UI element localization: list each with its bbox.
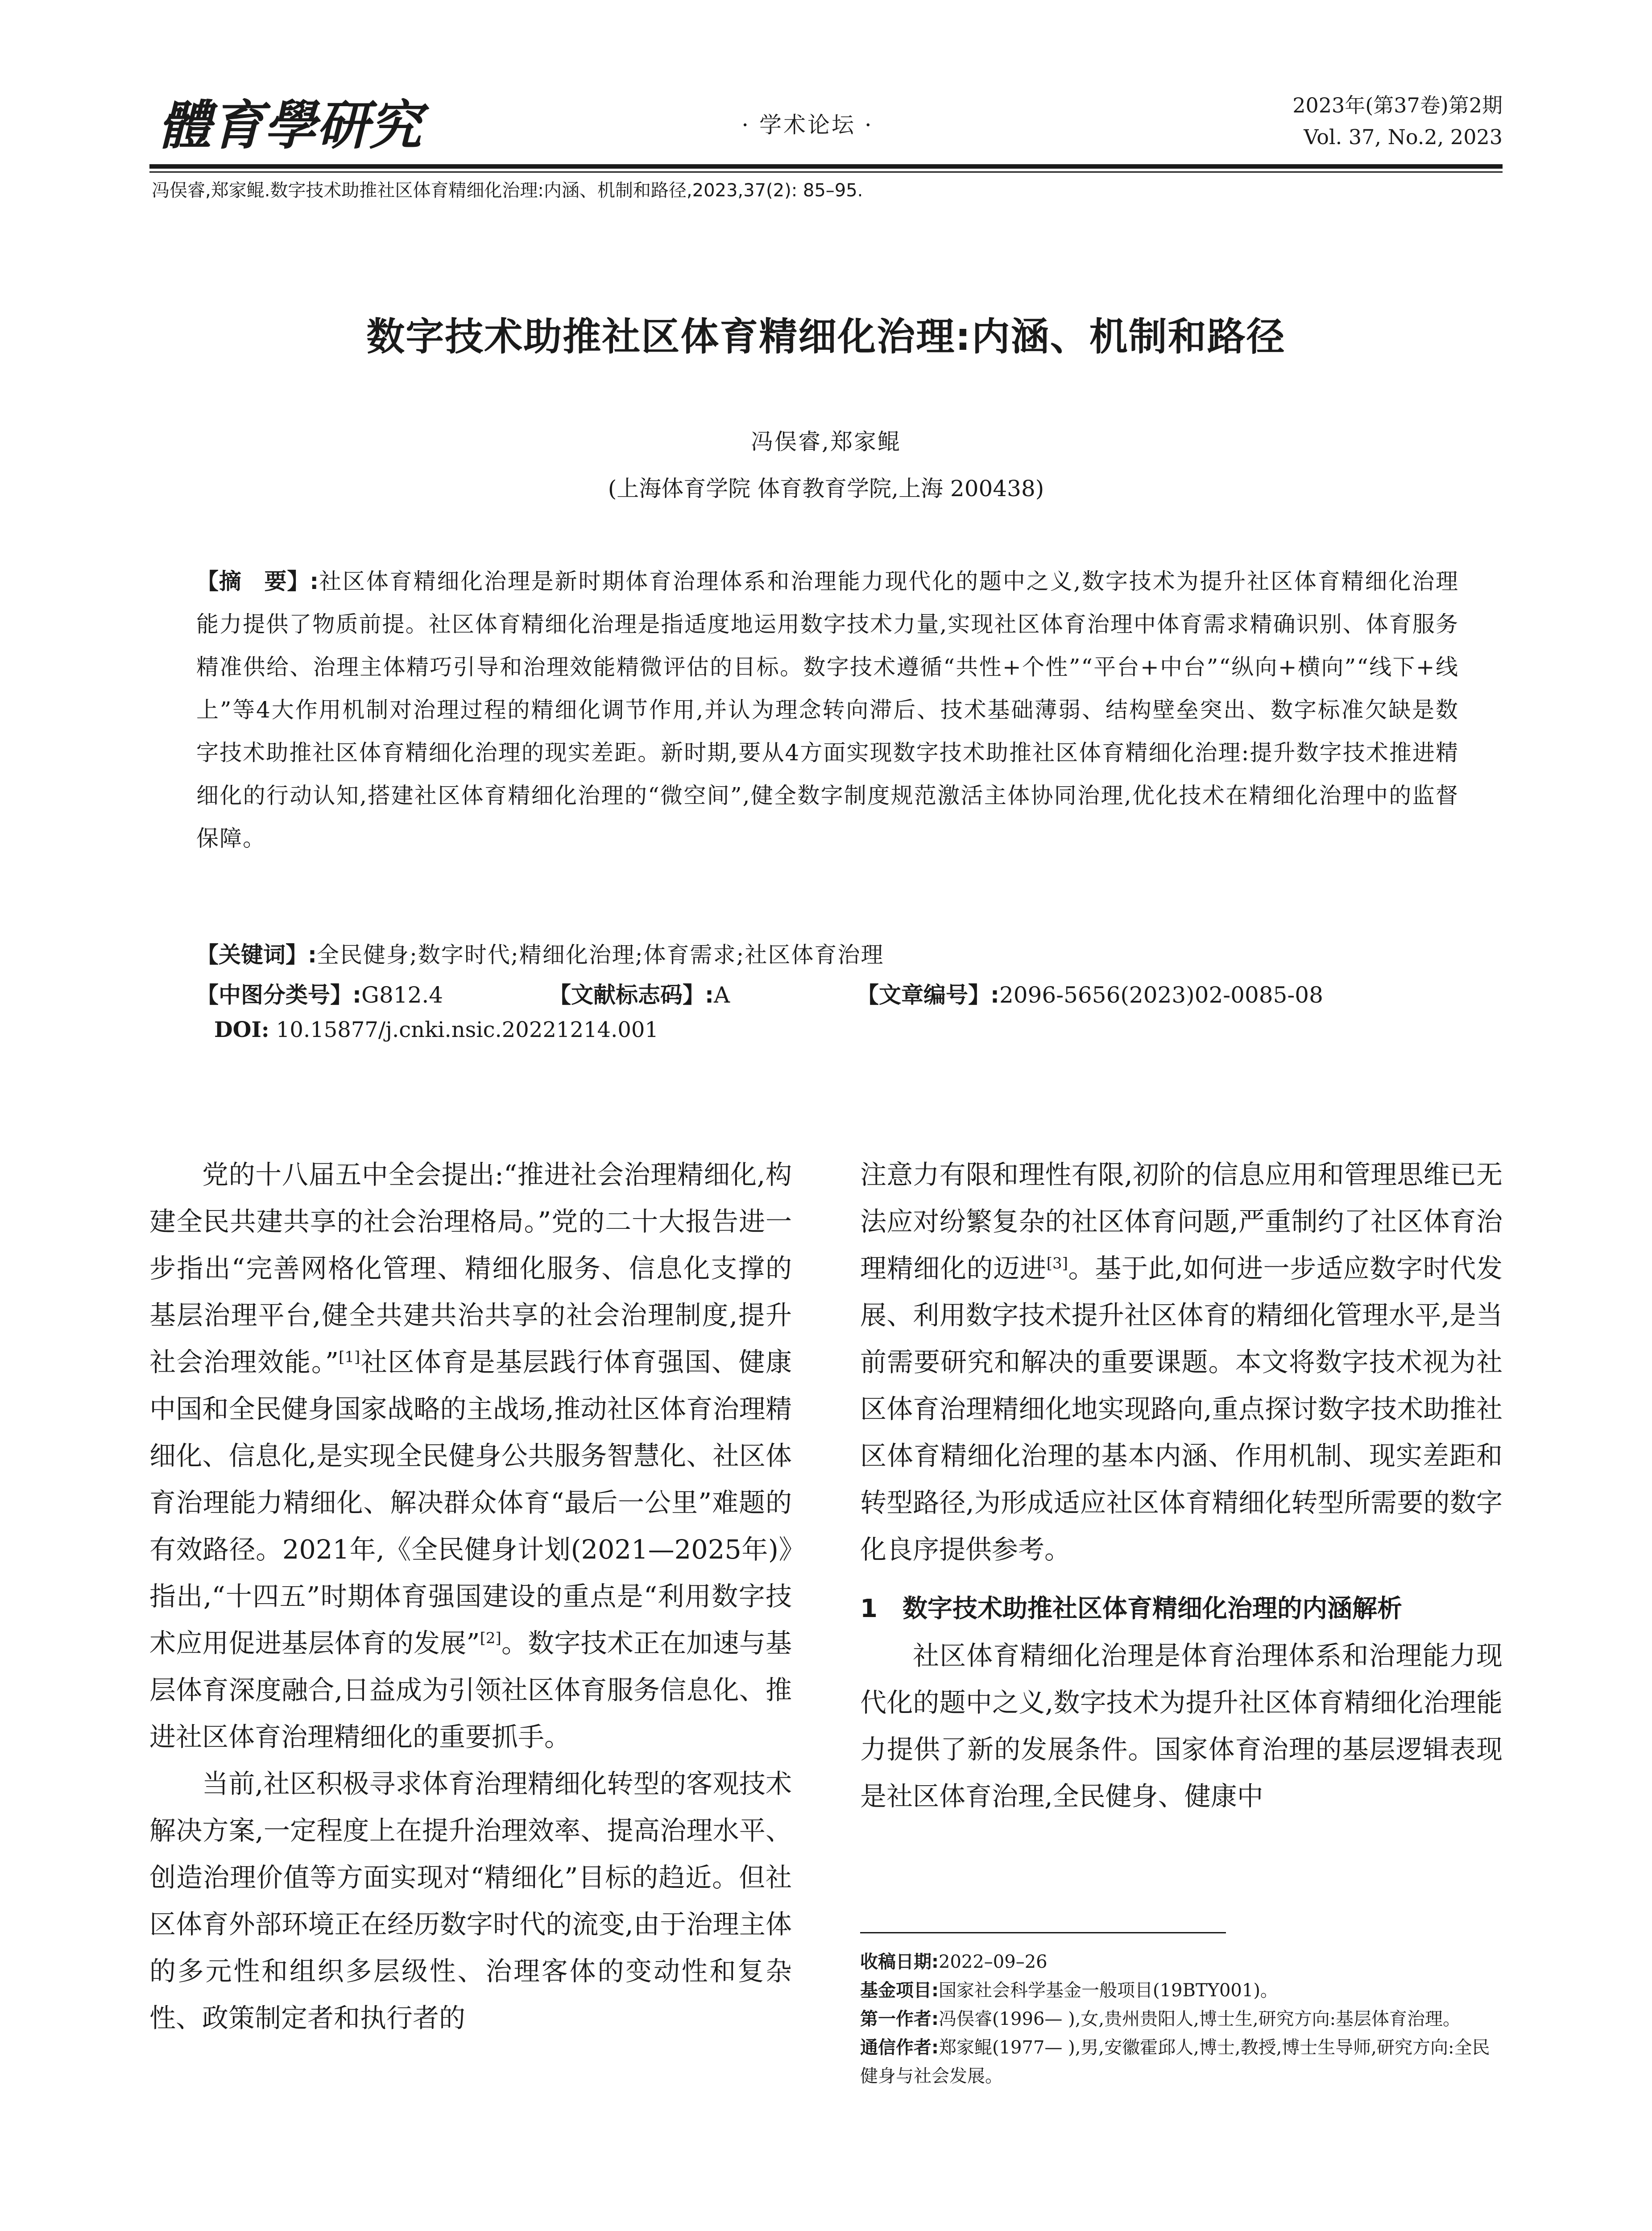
- doi-value[interactable]: 10.15877/j.cnki.nsic.20221214.001: [276, 1017, 658, 1042]
- column-tag: · 学术论坛 ·: [741, 112, 874, 138]
- issue-info-en: Vol. 37, No.2, 2023: [1304, 125, 1503, 149]
- header-rule-thin: [149, 171, 1503, 173]
- footnote-corresponding-author: 通信作者:郑家鲲(1977— ),男,安徽霍邱人,博士,教授,博士生导师,研究方向:全民健身与社会发展。: [860, 2037, 1490, 2086]
- doi: [214, 1017, 658, 1042]
- author-list: 冯俣睿,郑家鲲: [751, 429, 901, 455]
- keywords: [196, 937, 1459, 969]
- clc-value: G812.4: [361, 982, 443, 1008]
- abstract-label: 【摘 要】:: [196, 568, 319, 594]
- keywords-label: 【关键词】:: [196, 942, 317, 968]
- body-paragraph: 社区体育精细化治理是体育治理体系和治理能力现代化的题中之义,数字技术为提升社区体育精细化治理能力提供了新的发展条件。国家体育治理的基层逻辑表现是社区体育治理,全民健身、健康中: [860, 1640, 1503, 1812]
- reference-2[interactable]: [2]: [480, 1629, 501, 1647]
- doccode-field: [549, 977, 730, 1009]
- footnote-first-author: 第一作者:冯俣睿(1996— ),女,贵州贵阳人,博士生,研究方向:基层体育治理。: [860, 2009, 1461, 2029]
- doi-label: DOI:: [214, 1017, 269, 1042]
- clc-label: 【中图分类号】:: [196, 982, 361, 1008]
- articleno-value: 2096-5656(2023)02-0085-08: [999, 982, 1323, 1008]
- articleno-label: 【文章编号】:: [857, 982, 999, 1008]
- issue-info-cn: 2023年(第37卷)第2期: [1292, 93, 1503, 117]
- body-column-left: [149, 1151, 792, 2041]
- abstract-text: 社区体育精细化治理是新时期体育治理体系和治理能力现代化的题中之义,数字技术为提升社区体育精细化治理能力提供了物质前提。社区体育精细化治理是指适度地运用数字技术力量,实现社区体育治理中体育需求精确识别、体育服务精准供给、治理主体精巧引导和治理效能精微评估的目标。数字技术遵循“共性+个性”“平台+中台”“纵向+横向”“线下+线上”等4大作用机制对治理过程的精细化调节作用,并认为理念转向滞后、技术基础薄弱、结构壁垒突出、数字标准欠缺是数字技术助推社区体育精细化治理的现实差距。新时期,要从4方面实现数字技术助推社区体育精细化治理:提升数字技术推进精细化的行动认知,搭建社区体育精细化治理的“微空间”,健全数字制度规范激活主体协同治理,优化技术在精细化治理中的监督保障。: [196, 568, 1459, 851]
- footnote-rule: [860, 1932, 1226, 1933]
- doccode-label: 【文献标志码】:: [549, 982, 714, 1008]
- journal-logo: [158, 94, 444, 156]
- body-paragraph: 当前,社区积极寻求体育治理精细化转型的客观技术解决方案,一定程度上在提升治理效率、提高治理水平、创造治理价值等方面实现对“精细化”目标的趋近。但社区体育外部环境正在经历数字时代的流变,由于治理主体的多元性和组织多层级性、治理客体的变动性和复杂性、政策制定者和执行者的: [149, 1768, 792, 2033]
- section-heading-1: 1 数字技术助推社区体育精细化治理的内涵解析: [860, 1594, 1402, 1623]
- header-rule: [149, 164, 1503, 169]
- articleno-field: [857, 977, 1323, 1009]
- article-title: 数字技术助推社区体育精细化治理:内涵、机制和路径: [366, 315, 1286, 359]
- footnote-received: 收稿日期:2022–09–26: [860, 1952, 1048, 1972]
- clc-field: [196, 977, 443, 1009]
- citation-line: 冯俣睿,郑家鲲.数字技术助推社区体育精细化治理:内涵、机制和路径,2023,37(2): 85–95.: [152, 180, 863, 201]
- affiliation: (上海体育学院 体育教育学院,上海 200438): [608, 476, 1044, 502]
- body-paragraph: 党的十八届五中全会提出:“推进社会治理精细化,构建全民共建共享的社会治理格局。”党的二十大报告进一步指出“完善网格化管理、精细化服务、信息化支撑的基层治理平台,健全共建共治共享的社会治理制度,提升社会治理效能。”[1]社区体育是基层践行体育强国、健康中国和全民健身国家战略的主战场,推动社区体育治理精细化、信息化,是实现全民健身公共服务智慧化、社区体育治理能力精细化、解决群众体育“最后一公里”难题的有效路径。2021年,《全民健身计划(2021—2025年)》指出,“十四五”时期体育强国建设的重点是“利用数字技术应用促进基层体育的发展”[2]。数字技术正在加速与基层体育深度融合,日益成为引领社区体育服务信息化、推进社区体育治理精细化的重要抓手。: [149, 1159, 792, 1752]
- footnote-fund: 基金项目:国家社会科学基金一般项目(19BTY001)。: [860, 1980, 1278, 2001]
- abstract: [196, 560, 1459, 860]
- doccode-value: A: [714, 982, 730, 1008]
- reference-1[interactable]: [1]: [339, 1348, 360, 1366]
- keywords-text: 全民健身;数字时代;精细化治理;体育需求;社区体育治理: [317, 942, 884, 968]
- footnotes: [860, 1948, 1503, 2090]
- classification-row: [196, 977, 1459, 1008]
- body-paragraph: 注意力有限和理性有限,初阶的信息应用和管理思维已无法应对纷繁复杂的社区体育问题,严重制约了社区体育治理精细化的迈进[3]。基于此,如何进一步适应数字时代发展、利用数字技术提升社区体育的精细化管理水平,是当前需要研究和解决的重要课题。本文将数字技术视为社区体育治理精细化地实现路向,重点探讨数字技术助推社区体育精细化治理的基本内涵、作用机制、现实差距和转型路径,为形成适应社区体育精细化转型所需要的数字化良序提供参考。: [860, 1159, 1503, 1565]
- body-column-right: [860, 1151, 1503, 1820]
- journal-logo-text: 體育學研究: [158, 94, 422, 156]
- reference-3[interactable]: [3]: [1046, 1254, 1068, 1273]
